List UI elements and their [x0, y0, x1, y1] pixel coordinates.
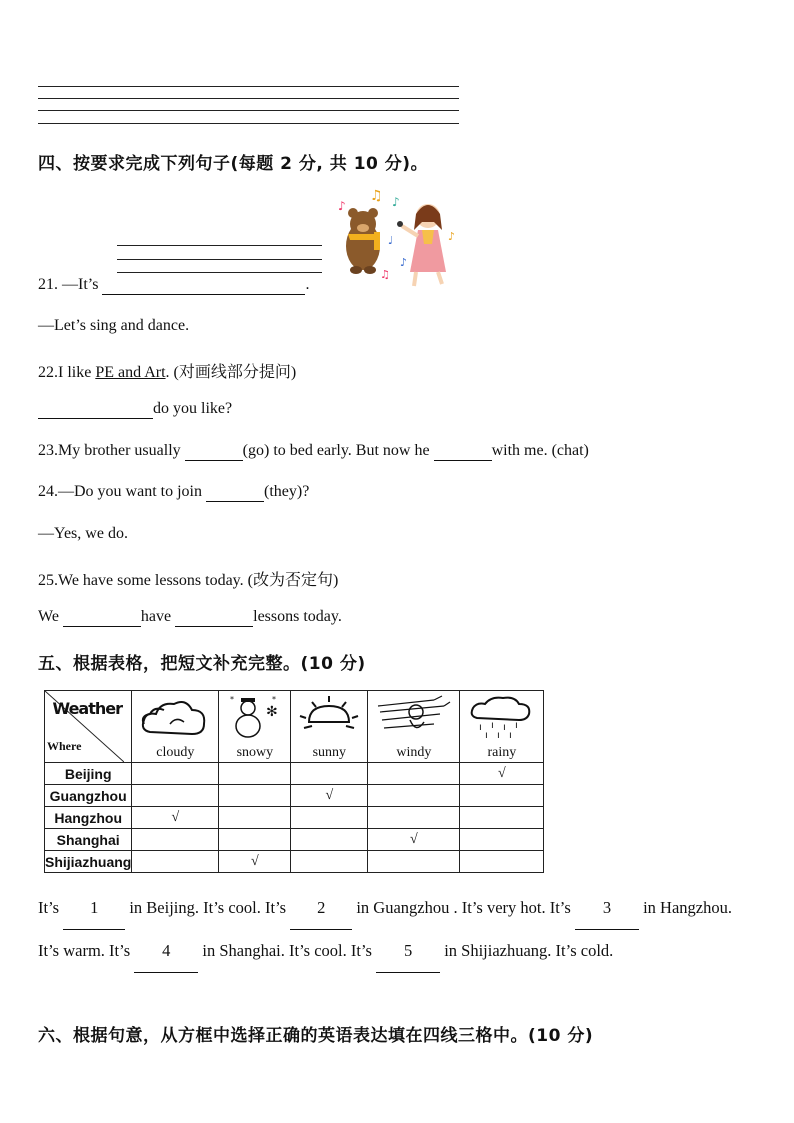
svg-text:♪: ♪	[392, 195, 400, 209]
passage-blank-3[interactable]: 3	[575, 887, 639, 930]
check-cell: √	[132, 807, 219, 829]
q25-blank-1[interactable]	[63, 608, 141, 627]
weather-label-rainy: rainy	[487, 745, 517, 760]
check-cell	[368, 785, 460, 807]
where-header: Where	[47, 739, 82, 753]
snowman-icon	[226, 694, 284, 740]
svg-text:ı: ı	[478, 722, 482, 733]
check-cell	[132, 851, 219, 873]
svg-text:ı: ı	[490, 720, 494, 731]
city-cell: Shijiazhuang	[45, 851, 132, 873]
question-21: 21. —It’s .	[38, 276, 310, 293]
svg-text:♫: ♫	[380, 268, 390, 281]
svg-text:✻: ✻	[265, 704, 278, 720]
svg-text:*: *	[271, 695, 276, 704]
check-cell	[132, 829, 219, 851]
corner-cell	[45, 691, 132, 763]
svg-text:♩: ♩	[388, 234, 394, 247]
check-cell	[219, 763, 291, 785]
section-5-title: 五、根据表格，把短文补充完整。(10 分)	[38, 654, 366, 674]
q21-reply: —Let’s sing and dance.	[38, 317, 190, 334]
city-cell: Guangzhou	[45, 785, 132, 807]
svg-text:♪: ♪	[338, 199, 346, 213]
q22-answer: do you like?	[38, 400, 232, 419]
q21-answer-blank[interactable]	[102, 276, 305, 295]
check-cell	[291, 851, 368, 873]
check-cell: √	[219, 851, 291, 873]
question-22: 22.I like PE and Art. (对画线部分提问)	[38, 364, 297, 381]
svg-text:ı: ı	[496, 730, 500, 740]
check-cell	[132, 785, 219, 807]
question-25: 25.We have some lessons today. (改为否定句)	[38, 572, 339, 589]
weather-col-rainy	[460, 691, 544, 763]
svg-text:ı: ı	[502, 722, 506, 733]
passage-blank-5[interactable]: 5	[376, 930, 440, 973]
city-cell: Shanghai	[45, 829, 132, 851]
q23-blank-2[interactable]	[434, 442, 492, 461]
check-cell	[368, 807, 460, 829]
check-cell	[460, 785, 544, 807]
check-cell	[219, 807, 291, 829]
check-cell	[460, 851, 544, 873]
passage-blank-2[interactable]: 2	[290, 887, 352, 930]
q25-answer: We have lessons today.	[38, 608, 342, 625]
check-cell	[460, 829, 544, 851]
check-cell	[132, 763, 219, 785]
section-6-title: 六、根据句意，从方框中选择正确的英语表达填在四线三格中。(10 分)	[38, 1026, 594, 1046]
rain-cloud-icon	[467, 694, 537, 740]
check-cell: √	[291, 785, 368, 807]
svg-text:ı: ı	[508, 730, 512, 740]
check-cell	[219, 829, 291, 851]
sun-icon	[294, 694, 364, 740]
table-row	[45, 851, 544, 873]
q25-blank-2[interactable]	[175, 608, 253, 627]
check-cell: √	[368, 829, 460, 851]
wind-icon	[374, 694, 454, 740]
weather-col-sunny	[291, 691, 368, 763]
passage-blank-4[interactable]: 4	[134, 930, 198, 973]
svg-text:♫: ♫	[370, 188, 383, 204]
question-23: 23.My brother usually (go) to bed early. But now he with me. (chat)	[38, 442, 589, 459]
q22-answer-blank[interactable]	[38, 400, 153, 419]
weather-col-windy	[368, 691, 460, 763]
weather-label-snowy: snowy	[236, 745, 274, 760]
table-row	[45, 763, 544, 785]
q24-blank[interactable]	[206, 483, 264, 502]
weather-label-cloudy: cloudy	[156, 745, 195, 760]
passage-blank-1[interactable]: 1	[63, 887, 125, 930]
check-cell	[368, 851, 460, 873]
q24-reply: —Yes, we do.	[38, 525, 128, 542]
svg-text:ı: ı	[484, 730, 488, 740]
check-cell	[219, 785, 291, 807]
q23-blank-1[interactable]	[185, 442, 243, 461]
cloudy-icon	[140, 694, 210, 740]
city-cell: Hangzhou	[45, 807, 132, 829]
weather-header: Weather	[52, 699, 122, 718]
svg-text:*: *	[229, 695, 234, 704]
weather-label-windy: windy	[396, 745, 432, 760]
check-cell	[291, 807, 368, 829]
weather-col-snowy	[219, 691, 291, 763]
weather-label-sunny: sunny	[312, 745, 347, 760]
svg-text:♪: ♪	[400, 256, 408, 269]
weather-col-cloudy	[132, 691, 219, 763]
singing-illustration	[330, 186, 462, 292]
check-cell	[368, 763, 460, 785]
city-cell: Beijing	[45, 763, 132, 785]
table-row	[45, 785, 544, 807]
check-cell	[291, 829, 368, 851]
weather-table	[44, 690, 544, 873]
table-row	[45, 829, 544, 851]
svg-text:ı: ı	[514, 720, 518, 731]
check-cell	[460, 807, 544, 829]
section-5-passage: It’s 1 in Beijing. It’s cool. It’s 2 in Guangzhou . It’s very hot. It’s 3 in Hangzhou. It’s warm. It’s 4 in Shanghai. It’s cool. It’s 5 in Shijiazhuang. It’s cold.	[38, 887, 738, 973]
svg-text:♪: ♪	[448, 230, 456, 243]
check-cell	[291, 763, 368, 785]
section-4-title: 四、按要求完成下列句子(每题 2 分, 共 10 分)。	[38, 154, 429, 174]
check-cell: √	[460, 763, 544, 785]
question-24: 24.—Do you want to join (they)?	[38, 483, 310, 500]
table-row	[45, 807, 544, 829]
